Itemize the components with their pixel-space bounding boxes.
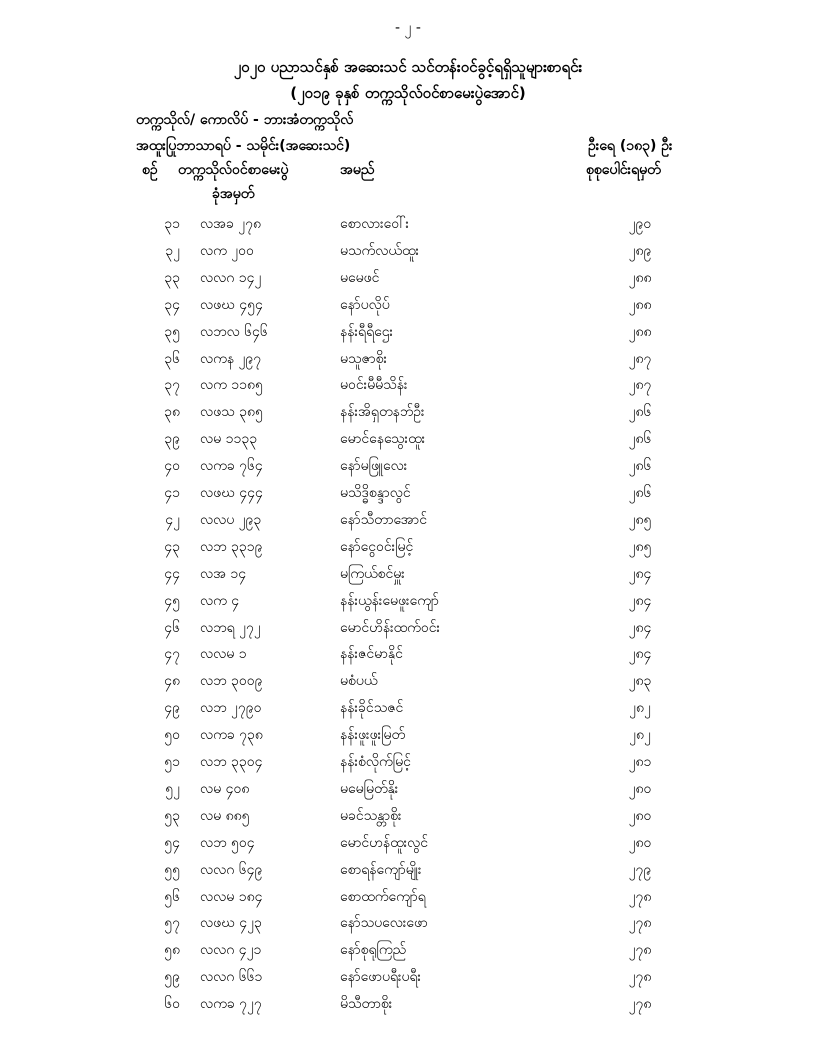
total-score: ၂၈၀ <box>628 834 652 851</box>
row-number: ၅၁ <box>164 754 180 770</box>
row-number: ၃၄ <box>164 296 180 313</box>
total-score: ၂၈၇ <box>628 350 652 367</box>
total-score: ၂၈၃ <box>628 673 652 690</box>
student-name: နော်ပလိုပ် <box>340 296 390 313</box>
table-row <box>0 241 816 267</box>
total-score: ၂၇၉ <box>628 861 652 878</box>
roll-number: လဘ ၃၃၁၉ <box>200 538 263 555</box>
total-score: ၂၈၆ <box>628 404 652 421</box>
row-number: ၄၃ <box>164 538 180 555</box>
student-name: နန်းအိရှတနဘ်ဦး <box>340 404 425 421</box>
roll-number: လဘ ၃၃၀၄ <box>200 754 263 770</box>
roll-number: လလဂ ၄၂၁ <box>200 942 262 959</box>
row-number: ၃၉ <box>164 431 180 448</box>
total-score: ၂၈၆ <box>628 458 652 475</box>
row-number: ၅၀ <box>164 727 180 744</box>
roll-number: လမ ၁၁၃၃ <box>200 431 258 448</box>
total-score: ၂၈၄ <box>628 619 652 636</box>
student-name: နော်သီတာအောင် <box>340 511 427 528</box>
header-roll-line2: ခုံအမှတ် <box>212 186 255 202</box>
student-name: နော်မဖြူလေး <box>340 458 408 475</box>
roll-number: လဖသ ၃၈၅ <box>200 404 263 421</box>
header-no: စဉ် <box>142 162 158 178</box>
total-score: ၂၈၁ <box>628 754 652 770</box>
table-row <box>0 806 816 832</box>
roll-number: လလမ ၁၈၄ <box>200 888 263 905</box>
student-name: နော်စုရုကြည် <box>340 942 407 959</box>
table-row <box>0 752 816 778</box>
student-name: မမေမြတ်နိုး <box>340 780 399 797</box>
roll-number: လမ ၄၀၈ <box>200 780 250 797</box>
total-score: ၂၈၈ <box>628 296 652 313</box>
roll-number: လအ ၁၄ <box>200 565 247 582</box>
table-row <box>0 214 816 240</box>
student-name: မသိဒ္ဓိစန္ဒာလွင် <box>340 485 411 501</box>
table-row <box>0 618 816 644</box>
table-row <box>0 456 816 482</box>
student-name: နော်ဖောပရီးပရီး <box>340 969 422 986</box>
row-number: ၃၁ <box>164 216 180 232</box>
student-name: စောလားဝေါ်း <box>340 216 410 232</box>
row-number: ၃၅ <box>164 323 180 340</box>
student-name: မသူဇာစိုး <box>340 350 388 367</box>
roll-number: လက ၄ <box>200 592 240 609</box>
student-name: မိသီတာစိုး <box>340 996 393 1013</box>
table-row <box>0 402 816 428</box>
student-name: မောင်ဟိန်းထက်ဝင်း <box>340 619 441 636</box>
table-row <box>0 940 816 966</box>
table-row <box>0 994 816 1020</box>
total-score: ၂၈၈ <box>628 269 652 286</box>
roll-number: လလဂ ၆၄၉ <box>200 861 263 878</box>
table-row <box>0 322 816 348</box>
student-name: မဝင်းမီမီသိန်း <box>340 377 408 394</box>
student-name: စောရန်ကျော်မျိုး <box>340 861 422 878</box>
header-name: အမည် <box>340 162 375 178</box>
row-number: ၃၆ <box>164 350 180 367</box>
row-number: ၃၂ <box>165 242 180 259</box>
row-number: ၄၆ <box>164 619 180 636</box>
total-score: ၂၉၀ <box>628 216 652 232</box>
row-number: ၄၅ <box>164 592 180 609</box>
student-name: နန်းဖူးဖူးမြတ် <box>340 727 406 744</box>
header-roll-line1: တက္ကသိုလ်ဝင်စာမေးပွဲ <box>178 162 289 178</box>
roll-number: လဘရ ၂၇၂ <box>200 619 261 636</box>
table-row <box>0 564 816 590</box>
row-number: ၃၃ <box>164 269 180 286</box>
table-row <box>0 913 816 939</box>
header-score: စုစုပေါင်းရမှတ် <box>586 162 661 178</box>
roll-number: လဘ ၃၀၀၉ <box>200 673 263 690</box>
student-name: နန်းရီရီဌေး <box>340 323 394 340</box>
row-number: ၅၇ <box>164 915 180 932</box>
table-row <box>0 483 816 509</box>
document-subtitle: (၂၀၁၉ ခုနှစ် တက္ကသိုလ်ဝင်စာမေးပွဲအောင်) <box>290 84 526 102</box>
total-score: ၂၈၆ <box>628 485 652 501</box>
table-row <box>0 268 816 294</box>
student-name: နန်းခိုင်သဇင် <box>340 700 404 717</box>
total-score: ၂၇၈ <box>628 915 652 932</box>
total-score: ၂၈၆ <box>628 431 652 448</box>
university-line: တက္ကသိုလ်/ ကောလိပ် - ဘားအံတက္ကသိုလ် <box>136 112 354 128</box>
row-number: ၄၇ <box>164 646 180 663</box>
student-name: နော်ငွေဝင်းမြင့် <box>340 538 414 555</box>
total-score: ၂၇၈ <box>628 942 652 959</box>
table-row <box>0 671 816 697</box>
roll-number: လလဂ ၁၄၂ <box>200 269 262 286</box>
student-name: မသက်လယ်ထူး <box>340 242 420 259</box>
student-name: မခင်သန္တာစိုး <box>340 807 402 824</box>
roll-number: လကခ ၇၃၈ <box>200 727 263 744</box>
total-score: ၂၈၅ <box>628 538 652 555</box>
row-number: ၄၄ <box>164 565 180 582</box>
table-row <box>0 537 816 563</box>
table-row <box>0 375 816 401</box>
table-row <box>0 860 816 886</box>
total-score: ၂၈၉ <box>628 242 652 259</box>
roll-number: လလဂ ၆၆၁ <box>200 969 263 986</box>
total-score: ၂၇၈ <box>628 996 652 1013</box>
roll-number: လလမ ၁ <box>200 646 247 663</box>
row-number: ၅၆ <box>164 888 180 905</box>
table-row <box>0 295 816 321</box>
student-name: နန်းယွန်းမေဖူးကျော် <box>340 592 439 609</box>
student-name: နန်းဇင်မာနိုင် <box>340 646 403 663</box>
subject-line: အထူးပြုဘာသာရပ် - သမိုင်း(အဆေးသင်) <box>136 138 351 154</box>
total-score: ၂၈၀ <box>628 780 652 797</box>
table-row <box>0 887 816 913</box>
roll-number: လဖဃ ၄၄၄ <box>200 485 263 501</box>
page-number: - ၂ - <box>395 20 421 36</box>
total-score: ၂၈၈ <box>628 323 652 340</box>
table-row <box>0 644 816 670</box>
roll-number: လဘ ၅၀၄ <box>200 834 255 851</box>
student-name: စောထက်ကျော်ရ <box>340 888 426 905</box>
table-row <box>0 967 816 993</box>
row-number: ၅၉ <box>164 969 180 986</box>
total-count: ဦးရေ (၁၈၃) ဦး <box>588 138 673 154</box>
table-row <box>0 510 816 536</box>
total-score: ၂၈၅ <box>628 511 652 528</box>
total-score: ၂၈၄ <box>628 646 652 663</box>
table-row <box>0 725 816 751</box>
total-score: ၂၈၇ <box>628 377 652 394</box>
total-score: ၂၈၂ <box>629 700 651 717</box>
student-name: မောင်ဟန်ထူးလွင် <box>340 834 429 851</box>
roll-number: လက ၂၀၀ <box>200 242 254 259</box>
total-score: ၂၈၄ <box>628 592 652 609</box>
total-score: ၂၈၄ <box>628 565 652 582</box>
row-number: ၅၂ <box>165 780 180 797</box>
row-number: ၆၀ <box>164 996 180 1013</box>
total-score: ၂၈၂ <box>629 727 651 744</box>
student-name: မောင်နေသွေးထူး <box>340 431 426 448</box>
table-row <box>0 429 816 455</box>
row-number: ၄၂ <box>165 511 180 528</box>
roll-number: လလပ ၂၉၃ <box>200 511 262 528</box>
row-number: ၅၃ <box>164 807 180 824</box>
roll-number: လမ ၈၈၅ <box>200 807 250 824</box>
roll-number: လဖဃ ၄၂၃ <box>200 915 262 932</box>
row-number: ၄၉ <box>164 700 180 717</box>
row-number: ၅၄ <box>164 834 180 851</box>
roll-number: လက ၁၁၈၅ <box>200 377 263 394</box>
table-row <box>0 698 816 724</box>
roll-number: လဘ ၂၇၉၀ <box>200 700 262 717</box>
student-name: မမေဖင် <box>340 269 380 286</box>
roll-number: လကခ ၇၂၇ <box>200 996 262 1013</box>
total-score: ၂၈၀ <box>628 807 652 824</box>
row-number: ၃၇ <box>164 377 180 394</box>
total-score: ၂၇၈ <box>628 969 652 986</box>
row-number: ၅၈ <box>164 942 180 959</box>
roll-number: လကခ ၇၆၄ <box>200 458 263 475</box>
roll-number: လဘလ ၆၄၆ <box>200 323 268 340</box>
table-row <box>0 779 816 805</box>
table-row <box>0 833 816 859</box>
student-name: မကြယ်စင်မှူး <box>340 565 405 582</box>
row-number: ၃၈ <box>164 404 180 421</box>
student-name: နန်းစံလိုက်မြင့် <box>340 754 411 770</box>
row-number: ၄၁ <box>164 485 180 501</box>
student-name: နော်သပလေးဖော <box>340 915 428 932</box>
roll-number: လအခ ၂၇၈ <box>200 216 262 232</box>
row-number: ၅၅ <box>164 861 180 878</box>
document-title: ၂၀၂၀ ပညာသင်နှစ် အဆေးသင် သင်တန်းဝင်ခွင့်ရရှိသူများစာရင်း <box>233 58 583 76</box>
roll-number: လဖဃ ၄၅၄ <box>200 296 263 313</box>
row-number: ၄၀ <box>164 458 180 475</box>
row-number: ၄၈ <box>164 673 180 690</box>
student-name: မစံပယ် <box>340 673 378 690</box>
table-row <box>0 349 816 375</box>
total-score: ၂၇၈ <box>628 888 652 905</box>
table-row <box>0 591 816 617</box>
roll-number: လကန ၂၉၇ <box>200 350 262 367</box>
